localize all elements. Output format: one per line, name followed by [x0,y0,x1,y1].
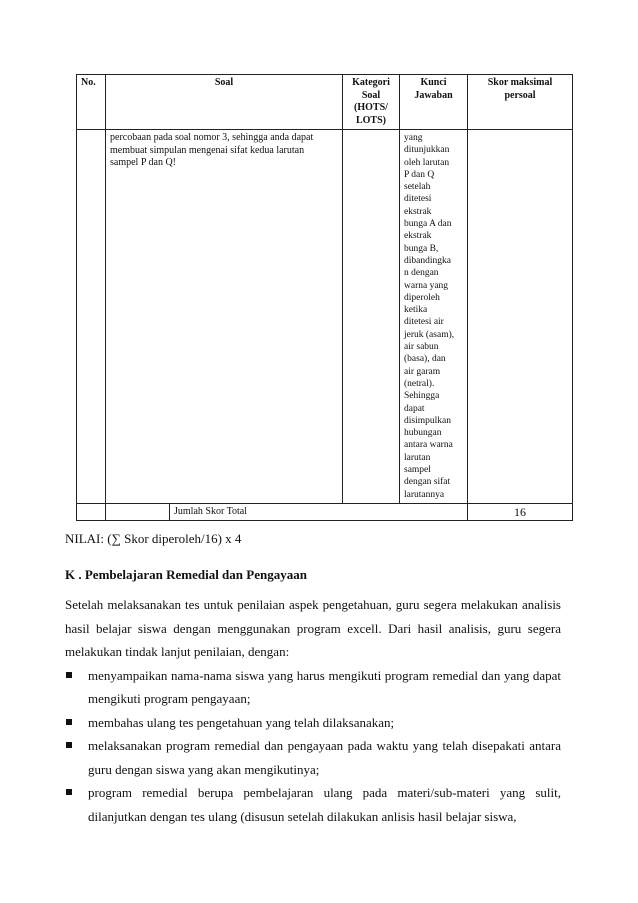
header-kategori-line: (HOTS/ [354,102,388,113]
kunci-line: air sabun [404,342,439,353]
header-kunci [400,75,468,130]
cell-soal [106,130,343,504]
header-kategori-line: Soal [361,89,381,101]
kunci-line: hubungan [404,428,442,439]
list-item [65,664,561,711]
header-soal: Soal [106,75,343,130]
kunci-line: warna yang [404,280,449,291]
header-skor-line: persoal [504,89,536,101]
kunci-line: (basa), dan [404,354,446,365]
cell-no [77,130,106,504]
header-skor-line: Skor maksimal [487,77,553,88]
header-no: No. [77,75,106,130]
list-item [65,734,561,781]
kunci-line: bunga B, [404,243,439,254]
kunci-line: diperoleh [404,292,440,303]
kunci-line: ketika [404,305,428,316]
kunci-line: P dan Q [404,169,435,180]
cell-kunci [400,130,468,504]
soal-line: percobaan pada soal nomor 3, sehingga anda dapat [110,132,314,143]
kunci-line: setelah [404,182,431,193]
total-label: Jumlah Skor Total [170,503,468,521]
header-kategori-line: Kategori [352,77,390,88]
header-kunci-line: Kunci [420,77,447,88]
total-row [77,503,573,521]
cell-kategori [343,130,400,504]
kunci-line: ekstrak [404,231,432,242]
cell-total-blank [106,503,170,521]
intro-paragraph: Setelah melaksanakan tes untuk penilaian aspek pengetahuan, guru segera melakukan analisis hasil belajar siswa dengan menggunakan program excell. Dari hasil analisis, guru segera melakukan tindak lanjut penilaian, dengan: [65,597,561,659]
nilai-formula: NILAI: (∑ Skor diperoleh/16) x 4 [65,531,242,546]
kunci-line: ditetesi [404,194,432,205]
soal-line: sampel P dan Q! [110,157,177,168]
kunci-line: disimpulkan [404,415,451,426]
list-item-text: program remedial berupa pembelajaran ulang pada materi/sub-materi yang sulit, dilanjutkan dengan tes ulang (disusun setelah dilakukan anlisis hasil belajar siswa, [88,785,561,824]
kunci-line: dapat [404,403,425,414]
cell-total-no [77,503,106,521]
kunci-line: (netral). [404,378,435,389]
total-value: 16 [468,503,573,521]
list-item [65,781,561,828]
list-item-text: membahas ulang tes pengetahuan yang telah dilaksanakan; [88,714,395,730]
kunci-line: sampel [404,465,431,476]
square-bullet-icon [66,719,72,725]
kunci-line: dengan sifat [404,477,451,488]
rubric-table [76,74,573,521]
kunci-line: Sehingga [404,391,440,402]
section-heading: K . Pembelajaran Remedial dan Pengayaan [65,567,307,582]
body-text [65,593,561,828]
header-skor [468,75,573,130]
cell-skor [468,130,573,504]
bullet-list [65,664,561,829]
kunci-line: larutannya [404,489,445,500]
kunci-line: ditetesi air [404,317,444,328]
list-item [65,711,561,735]
kunci-line: jeruk (asam), [404,329,455,340]
square-bullet-icon [66,742,72,748]
table-row [77,130,573,504]
kunci-line: yang [404,133,423,143]
square-bullet-icon [66,672,72,678]
kunci-line: ditunjukkan [404,145,450,156]
kunci-line: ekstrak [404,206,432,217]
kunci-line: antara warna [404,440,453,451]
table-header-row [77,75,573,130]
list-item-text: menyampaikan nama-nama siswa yang harus mengikuti program remedial dan yang dapat mengikuti program pengayaan; [88,667,561,706]
square-bullet-icon [66,789,72,795]
kunci-line: larutan [404,452,431,463]
kunci-line: bunga A dan [404,219,452,230]
header-kategori-line: LOTS) [355,114,386,126]
kunci-line: oleh larutan [404,157,450,168]
kunci-line: n dengan [404,268,439,279]
header-kategori [343,75,400,130]
header-kunci-line: Jawaban [414,89,453,101]
kunci-line: air garam [404,366,441,377]
list-item-text: melaksanakan program remedial dan pengayaan pada waktu yang telah disepakati antara guru dengan siswa yang akan mengikutinya; [88,738,561,777]
soal-line: membuat simpulan mengenai sifat kedua larutan [110,144,305,156]
kunci-line: dibandingka [404,255,451,266]
